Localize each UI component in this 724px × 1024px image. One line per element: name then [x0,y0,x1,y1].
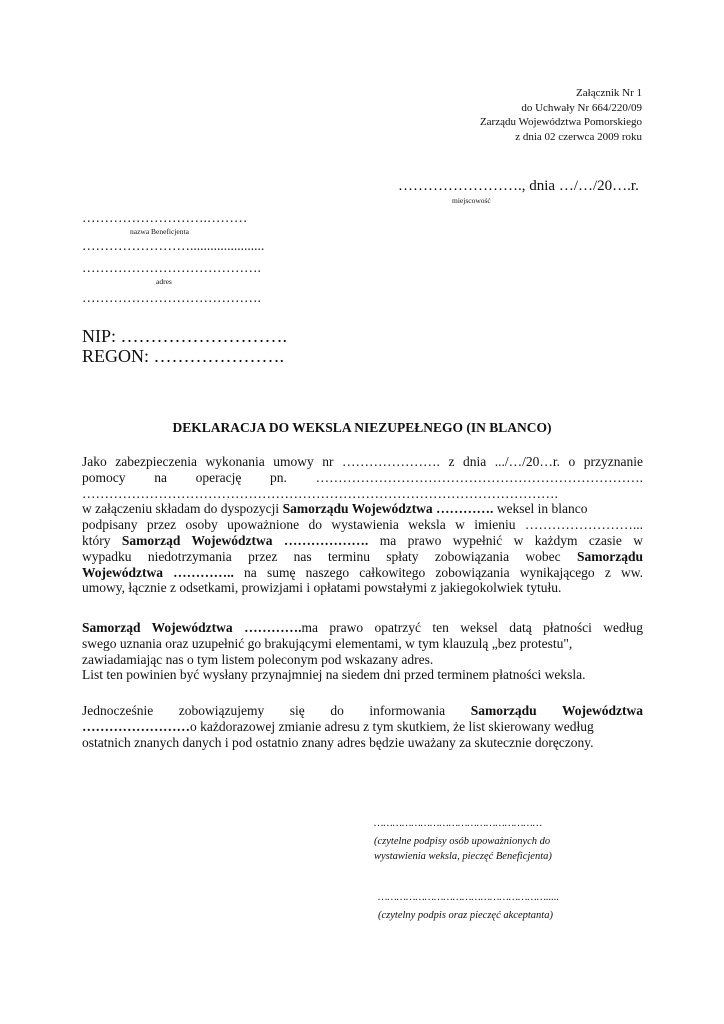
nip-field: NIP: ………………………. [82,326,288,346]
p3-line-1: Jednocześnie zobowiązujemy się do informowania Samorządu Województwa [82,703,643,718]
board-name: Zarządu Województwa Pomorskiego [479,116,642,128]
signature-line-2: ………………………………………………..... [378,892,560,903]
p1-line-3: ……………………………………………………………………………………………. [82,485,558,501]
p1-line-6: który Samorząd Województwa ………………. ma prawo wypełnić w każdym czasie w [82,532,643,548]
regon-field: REGON: …………………. [82,346,284,366]
p3-line-3: ostatnich znanych danych i pod ostatnio znany adres będzie uważany za skutecznie doręczony. [82,734,594,750]
document-title: DEKLARACJA DO WEKSLA NIEZUPEŁNEGO (IN BLANCO) [172,420,552,435]
place-date-field: ……………………., dnia …/…/20….r. [398,178,639,194]
attachment-number: Załącznik Nr 1 [576,87,642,99]
resolution-date: z dnia 02 czerwca 2009 roku [515,130,642,143]
paragraph-1 [82,454,643,596]
p2-line-4: List ten powinien być wysłany przynajmniej na siedem dni przed terminem płatności weksla. [82,667,586,683]
p3-line-2: ……………………o każdorazowej zmianie adresu z tym skutkiem, że list skierowany według [82,718,594,734]
beneficiary-name-label: nazwa Beneficjenta [130,227,189,236]
place-label: miejscowość [452,196,491,205]
p2-line-1: Samorząd Województwa ………….ma prawo opatrzyć ten weksel datą płatności według [82,620,643,635]
p2-line-3: zawiadamiając nas o tym listem poleconym pod wskazany adres. [82,651,434,667]
p1-line-1: Jako zabezpieczenia wykonania umowy nr …………………. z dnia .../…/20…r. o przyznanie [82,454,643,469]
p1-line-2: pomocy na operację pn. ………………………………………………………………. [82,469,643,485]
p1-line-8: Województwa ………….. na sumę naszego całkowitego zobowiązania wynikającego z ww. [82,564,643,580]
address-field: …………………………………. [82,260,261,275]
signature-label-1a: (czytelne podpisy osób upoważnionych do [374,836,551,847]
beneficiary-name-field: ……………………….……… [82,210,248,225]
signature-line-1: ……………………………………………… [374,818,543,829]
attachment-header [480,86,642,144]
address-label: adres [156,277,172,286]
p2-line-2: swego uznania oraz uzupełnić go brakującymi elementami, w tym klauzulą „bez protestu", [82,635,573,651]
paragraph-3 [82,703,643,750]
p1-line-5: podpisany przez osoby upoważnione do wystawienia weksla w imieniu ……………………... [82,517,643,533]
p1-line-4: w załączeniu składam do dyspozycji Samorządu Województwa …………. weksel in blanco [82,501,588,517]
paragraph-2 [82,620,643,683]
p1-line-7: wypadku niedotrzymania przez nas terminu spłaty zobowiązania wobec Samorządu [82,548,643,564]
address-line-2: …………………………………. [82,290,261,305]
signature-label-2: (czytelny podpis oraz pieczęć akceptanta) [378,910,553,921]
signature-label-1b: wystawienia weksla, pieczęć Beneficjenta) [374,851,552,862]
p1-line-9: umowy, łącznie z odsetkami, prowizjami i opłatami powstałymi z jakiegokolwiek tytułu. [82,580,562,596]
beneficiary-line-2: ……………………...................... [82,238,265,253]
resolution-number: do Uchwały Nr 664/220/09 [521,101,642,114]
